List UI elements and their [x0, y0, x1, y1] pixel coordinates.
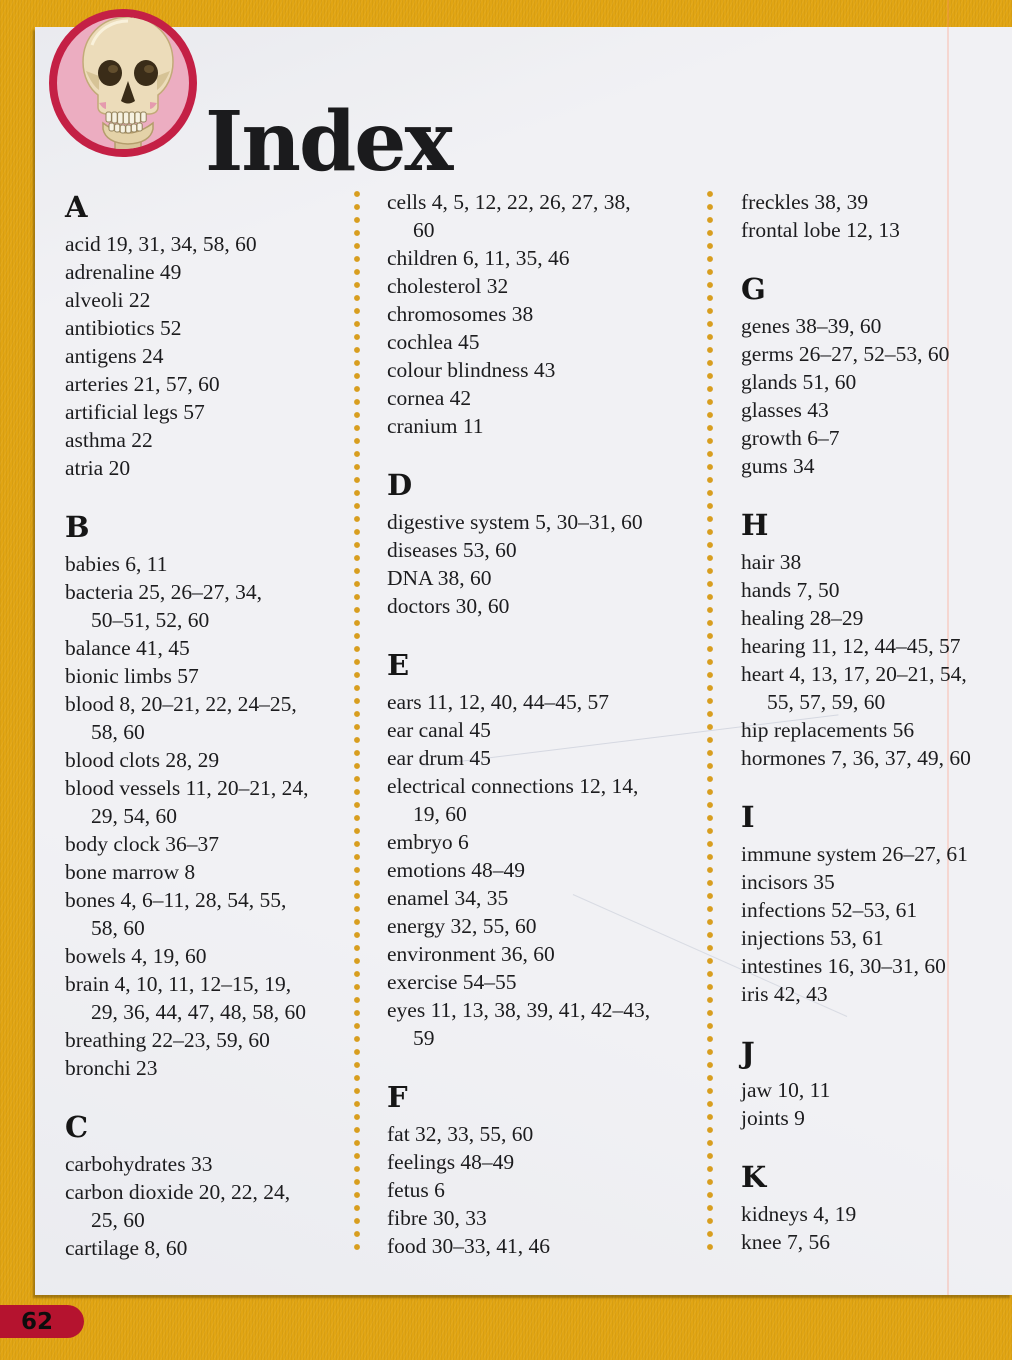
entry-text-continued: 19, 60 [413, 802, 467, 826]
entry-text: artificial legs 57 [65, 400, 205, 424]
index-entry [65, 886, 357, 942]
index-entry [65, 970, 357, 1026]
entry-text: gums 34 [741, 454, 815, 478]
entry-text: fetus 6 [387, 1178, 445, 1202]
index-entry [741, 576, 1009, 604]
entry-text-continued: 29, 36, 44, 47, 48, 58, 60 [91, 1000, 306, 1024]
entry-text: cells 4, 5, 12, 22, 26, 27, 38, [387, 190, 631, 214]
index-entry [387, 1120, 705, 1148]
entry-text: heart 4, 13, 17, 20–21, 54, [741, 662, 967, 686]
index-entry [741, 840, 1009, 868]
index-entry [387, 996, 705, 1052]
entry-text: blood vessels 11, 20–21, 24, [65, 776, 309, 800]
entry-text: asthma 22 [65, 428, 153, 452]
index-entry [741, 452, 1009, 480]
entry-text-continued: 60 [413, 218, 435, 242]
index-entry [387, 412, 705, 440]
entry-text-continued: 55, 57, 59, 60 [767, 690, 886, 714]
entry-text: chromosomes 38 [387, 302, 534, 326]
section-letter-D: D [387, 468, 413, 502]
index-entry [387, 272, 705, 300]
index-entry [387, 592, 705, 620]
entry-text-continued: 58, 60 [91, 720, 145, 744]
index-entry [741, 980, 1009, 1008]
entry-text: food 30–33, 41, 46 [387, 1234, 551, 1258]
index-entry [387, 536, 705, 564]
entry-text: children 6, 11, 35, 46 [387, 246, 570, 270]
skull-badge [49, 9, 197, 157]
index-entry [387, 188, 705, 244]
section-letter-F: F [387, 1080, 408, 1114]
index-entry [741, 1076, 1009, 1104]
index-entry [387, 828, 705, 856]
index-entry [65, 398, 357, 426]
entry-text: bacteria 25, 26–27, 34, [65, 580, 263, 604]
index-entry [65, 662, 357, 690]
index-entry [387, 856, 705, 884]
index-entry [65, 1026, 357, 1054]
entry-text-continued: 29, 54, 60 [91, 804, 177, 828]
index-column-1 [65, 188, 357, 1262]
index-column-2 [387, 188, 705, 1262]
index-entry [387, 772, 705, 828]
entry-text: electrical connections 12, 14, [387, 774, 639, 798]
entry-text: glasses 43 [741, 398, 829, 422]
index-entry [65, 578, 357, 634]
entry-text: growth 6–7 [741, 426, 840, 450]
index-entry [65, 634, 357, 662]
entry-text: joints 9 [741, 1106, 805, 1130]
entry-text: balance 41, 45 [65, 636, 190, 660]
index-entry [741, 924, 1009, 952]
index-entry [65, 1178, 357, 1234]
index-entry [741, 424, 1009, 452]
section-letter-C: C [65, 1110, 89, 1144]
dotted-divider [354, 190, 360, 1252]
index-entry [387, 884, 705, 912]
index-entry [65, 426, 357, 454]
entry-text: enamel 34, 35 [387, 886, 509, 910]
index-entry [65, 942, 357, 970]
skull-icon [64, 15, 192, 157]
entry-text: emotions 48–49 [387, 858, 525, 882]
entry-text: acid 19, 31, 34, 58, 60 [65, 232, 257, 256]
entry-text: energy 32, 55, 60 [387, 914, 537, 938]
entry-text: fat 32, 33, 55, 60 [387, 1122, 534, 1146]
page-number: 62 [20, 1308, 53, 1335]
entry-text: hearing 11, 12, 44–45, 57 [741, 634, 961, 658]
entry-text: ear drum 45 [387, 746, 491, 770]
index-entry [387, 1204, 705, 1232]
entry-text: diseases 53, 60 [387, 538, 517, 562]
entry-text: genes 38–39, 60 [741, 314, 882, 338]
entry-text: colour blindness 43 [387, 358, 556, 382]
index-entry [741, 188, 1009, 216]
entry-text: bronchi 23 [65, 1056, 158, 1080]
entry-text: incisors 35 [741, 870, 835, 894]
entry-text: environment 36, 60 [387, 942, 555, 966]
index-entry [741, 868, 1009, 896]
index-entry [387, 968, 705, 996]
entry-text: immune system 26–27, 61 [741, 842, 968, 866]
entry-text: cholesterol 32 [387, 274, 509, 298]
section-letter-H: H [741, 508, 769, 542]
index-entry [387, 716, 705, 744]
index-entry [65, 342, 357, 370]
index-entry [741, 952, 1009, 980]
index-column-3 [741, 188, 1009, 1262]
index-entry [65, 258, 357, 286]
entry-text: antibiotics 52 [65, 316, 182, 340]
index-entry [387, 1232, 705, 1260]
entry-text: bone marrow 8 [65, 860, 196, 884]
index-entry [65, 746, 357, 774]
entry-text: cochlea 45 [387, 330, 480, 354]
entry-text: carbohydrates 33 [65, 1152, 213, 1176]
entry-text: atria 20 [65, 456, 131, 480]
entry-text: knee 7, 56 [741, 1230, 830, 1254]
index-entry [65, 230, 357, 258]
entry-text: digestive system 5, 30–31, 60 [387, 510, 643, 534]
index-entry [387, 1148, 705, 1176]
index-entry [741, 1104, 1009, 1132]
entry-text-continued: 59 [413, 1026, 435, 1050]
entry-text-continued: 58, 60 [91, 916, 145, 940]
section-letter-A: A [65, 190, 88, 224]
index-entry [387, 688, 705, 716]
entry-text: kidneys 4, 19 [741, 1202, 857, 1226]
index-entry [387, 564, 705, 592]
index-entry [741, 660, 1009, 716]
entry-text-continued: 50–51, 52, 60 [91, 608, 210, 632]
index-entry [387, 744, 705, 772]
page-number-tab [0, 1305, 84, 1338]
index-entry [65, 1150, 357, 1178]
entry-text: fibre 30, 33 [387, 1206, 487, 1230]
index-entry [65, 1234, 357, 1262]
entry-text: injections 53, 61 [741, 926, 884, 950]
index-entry [741, 368, 1009, 396]
index-entry [741, 744, 1009, 772]
index-entry [65, 314, 357, 342]
entry-text: carbon dioxide 20, 22, 24, [65, 1180, 291, 1204]
section-letter-E: E [387, 648, 410, 682]
entry-text: bowels 4, 19, 60 [65, 944, 207, 968]
section-letter-K: K [741, 1160, 767, 1194]
entry-text: hormones 7, 36, 37, 49, 60 [741, 746, 971, 770]
entry-text: ear canal 45 [387, 718, 491, 742]
entry-text: germs 26–27, 52–53, 60 [741, 342, 950, 366]
index-entry [741, 716, 1009, 744]
section-letter-I: I [741, 800, 755, 834]
entry-text: eyes 11, 13, 38, 39, 41, 42–43, [387, 998, 651, 1022]
index-entry [65, 858, 357, 886]
entry-text: blood 8, 20–21, 22, 24–25, [65, 692, 297, 716]
index-entry [65, 370, 357, 398]
entry-text: freckles 38, 39 [741, 190, 869, 214]
entry-text: body clock 36–37 [65, 832, 220, 856]
dotted-divider [707, 190, 713, 1252]
page-title: Index [205, 93, 452, 190]
index-entry [65, 1054, 357, 1082]
index-entry [741, 548, 1009, 576]
entry-text: cranium 11 [387, 414, 484, 438]
entry-text: breathing 22–23, 59, 60 [65, 1028, 270, 1052]
entry-text: blood clots 28, 29 [65, 748, 220, 772]
index-entry [65, 830, 357, 858]
index-entry [741, 1228, 1009, 1256]
entry-text: infections 52–53, 61 [741, 898, 918, 922]
entry-text: hip replacements 56 [741, 718, 915, 742]
entry-text: bionic limbs 57 [65, 664, 199, 688]
entry-text: feelings 48–49 [387, 1150, 515, 1174]
index-entry [387, 300, 705, 328]
entry-text: cornea 42 [387, 386, 472, 410]
index-entry [741, 312, 1009, 340]
index-columns [65, 188, 1009, 1262]
index-entry [387, 1176, 705, 1204]
index-entry [65, 550, 357, 578]
entry-text: exercise 54–55 [387, 970, 517, 994]
index-entry [741, 396, 1009, 424]
index-entry [387, 912, 705, 940]
entry-text: frontal lobe 12, 13 [741, 218, 900, 242]
section-letter-G: G [741, 272, 766, 306]
index-entry [65, 774, 357, 830]
entry-text: brain 4, 10, 11, 12–15, 19, [65, 972, 292, 996]
entry-text: arteries 21, 57, 60 [65, 372, 220, 396]
index-entry [387, 384, 705, 412]
entry-text: adrenaline 49 [65, 260, 182, 284]
index-entry [741, 604, 1009, 632]
index-entry [741, 216, 1009, 244]
index-entry [387, 244, 705, 272]
index-entry [65, 286, 357, 314]
entry-text: iris 42, 43 [741, 982, 828, 1006]
entry-text: ears 11, 12, 40, 44–45, 57 [387, 690, 609, 714]
entry-text-continued: 25, 60 [91, 1208, 145, 1232]
section-letter-J: J [741, 1036, 755, 1070]
entry-text: hair 38 [741, 550, 802, 574]
index-entry [741, 896, 1009, 924]
entry-text: jaw 10, 11 [741, 1078, 831, 1102]
entry-text: embryo 6 [387, 830, 469, 854]
entry-text: cartilage 8, 60 [65, 1236, 188, 1260]
entry-text: doctors 30, 60 [387, 594, 510, 618]
entry-text: intestines 16, 30–31, 60 [741, 954, 946, 978]
entry-text: alveoli 22 [65, 288, 151, 312]
entry-text: hands 7, 50 [741, 578, 840, 602]
section-letter-B: B [65, 510, 90, 544]
entry-text: DNA 38, 60 [387, 566, 492, 590]
entry-text: glands 51, 60 [741, 370, 857, 394]
index-entry [65, 454, 357, 482]
entry-text: healing 28–29 [741, 606, 864, 630]
index-entry [387, 328, 705, 356]
index-entry [387, 940, 705, 968]
index-entry [741, 632, 1009, 660]
entry-text: babies 6, 11 [65, 552, 168, 576]
index-entry [65, 690, 357, 746]
entry-text: antigens 24 [65, 344, 164, 368]
entry-text: bones 4, 6–11, 28, 54, 55, [65, 888, 287, 912]
index-entry [741, 1200, 1009, 1228]
index-entry [741, 340, 1009, 368]
index-entry [387, 356, 705, 384]
index-entry [387, 508, 705, 536]
